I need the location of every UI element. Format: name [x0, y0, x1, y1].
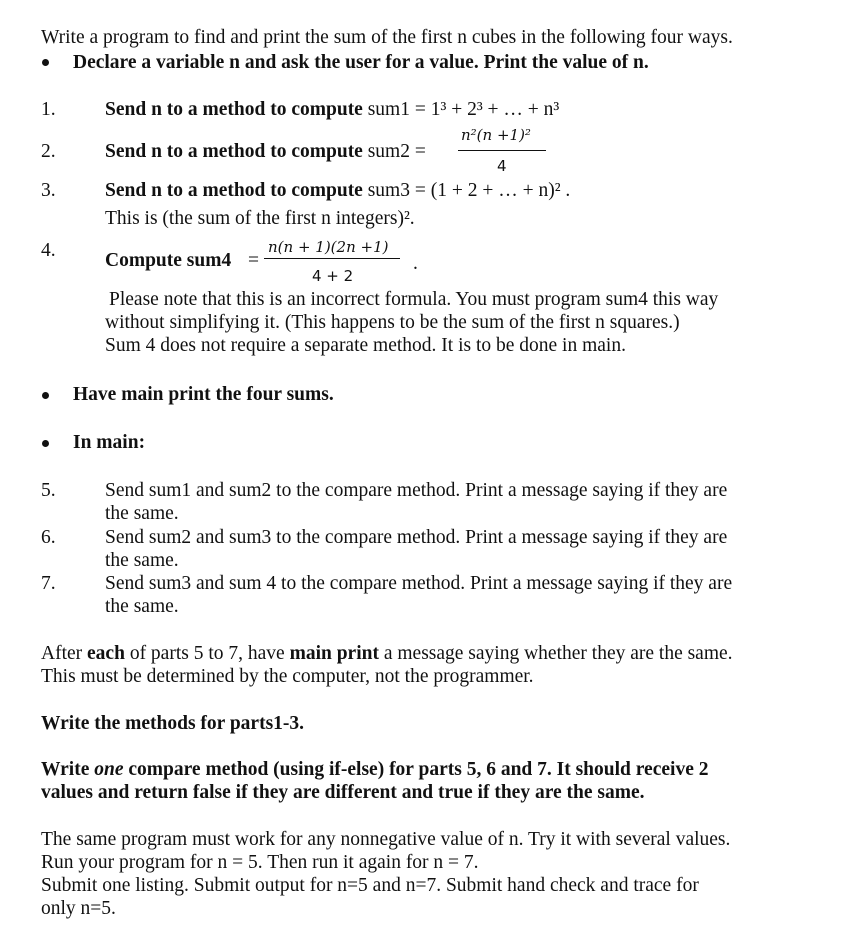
write-methods-heading: Write the methods for parts1-3.: [41, 713, 305, 734]
compare-paragraph-line2: values and return false if they are different and true if they are the same.: [41, 782, 645, 803]
bullet-dot: [42, 440, 49, 447]
intro-text: Write a program to find and print the sum of the first n cubes in the following four ways.: [41, 27, 733, 48]
item-4-note-3: Sum 4 does not require a separate method. It is to be done in main.: [105, 335, 626, 356]
item-1-formula: sum1 = 1³ + 2³ + … + n³: [367, 99, 560, 120]
bullet-in-main: In main:: [73, 432, 146, 453]
item-6-line1: Send sum2 and sum3 to the compare method. Print a message saying if they are: [105, 527, 728, 548]
item-4-numerator: n(n + 1)(2n +1): [268, 238, 389, 256]
after-text-1: After: [41, 643, 83, 664]
bullet-dot: [42, 59, 49, 66]
item-7-line1: Send sum3 and sum 4 to the compare method. Print a message saying if they are: [105, 573, 733, 594]
item-4-note-2: without simplifying it. (This happens to be the sum of the first n squares.): [105, 312, 680, 333]
item-number: 6.: [41, 527, 56, 548]
after-bold-main-print: main print: [289, 643, 379, 664]
item-number: 3.: [41, 180, 56, 201]
compare-text-2: compare method (using if-else) for parts 5, 6 and 7. It should receive 2: [128, 759, 709, 780]
item-5-line2: the same.: [105, 503, 179, 524]
item-4-note-1: Please note that this is an incorrect formula. You must program sum4 this way: [109, 289, 719, 310]
item-2-bold: Send n to a method to compute: [105, 141, 363, 162]
after-text-2: of parts 5 to 7, have: [129, 643, 285, 664]
item-number: 7.: [41, 573, 56, 594]
bullet-print-sums: Have main print the four sums.: [73, 384, 334, 405]
item-3: [105, 179, 570, 202]
after-bold-each: each: [87, 643, 125, 664]
item-2: [105, 140, 426, 163]
item-4-equals: =: [248, 250, 259, 271]
item-2-denominator: 4: [497, 157, 507, 175]
after-paragraph-line1: [41, 642, 733, 665]
final-line-3: Submit one listing. Submit output for n=5 and n=7. Submit hand check and trace for: [41, 875, 699, 896]
compare-paragraph-line1: [41, 758, 708, 781]
item-1-bold: Send n to a method to compute: [105, 99, 363, 120]
item-5-line1: Send sum1 and sum2 to the compare method. Print a message saying if they are: [105, 480, 728, 501]
item-3-line2: This is (the sum of the first n integers)².: [105, 208, 415, 229]
bullet-dot: [42, 392, 49, 399]
item-number: 4.: [41, 240, 56, 261]
item-2-lhs: sum2 =: [367, 141, 426, 162]
compare-emphasis-one: one: [94, 759, 124, 780]
item-4-period: .: [413, 253, 418, 274]
final-line-4: only n=5.: [41, 898, 116, 919]
item-number: 1.: [41, 99, 56, 120]
item-4-denominator: 4 + 2: [312, 267, 354, 285]
final-line-2: Run your program for n = 5. Then run it again for n = 7.: [41, 852, 479, 873]
item-7-line2: the same.: [105, 596, 179, 617]
bullet-declare-n: Declare a variable n and ask the user for a value. Print the value of n.: [73, 52, 649, 73]
after-paragraph-line2: This must be determined by the computer, not the programmer.: [41, 666, 534, 687]
after-text-3: a message saying whether they are the same.: [383, 643, 733, 664]
item-4-bold: Compute sum4: [105, 250, 232, 271]
item-1: [105, 98, 559, 121]
item-number: 2.: [41, 141, 56, 162]
item-number: 5.: [41, 480, 56, 501]
item-6-line2: the same.: [105, 550, 179, 571]
compare-text-1: Write: [41, 759, 90, 780]
item-2-numerator: n²(n +1)²: [461, 126, 531, 144]
item-3-bold: Send n to a method to compute: [105, 180, 363, 201]
fraction-bar: [264, 258, 400, 259]
fraction-bar: [458, 150, 546, 151]
final-line-1: The same program must work for any nonnegative value of n. Try it with several values.: [41, 829, 731, 850]
item-3-formula: sum3 = (1 + 2 + … + n)² .: [367, 180, 571, 201]
